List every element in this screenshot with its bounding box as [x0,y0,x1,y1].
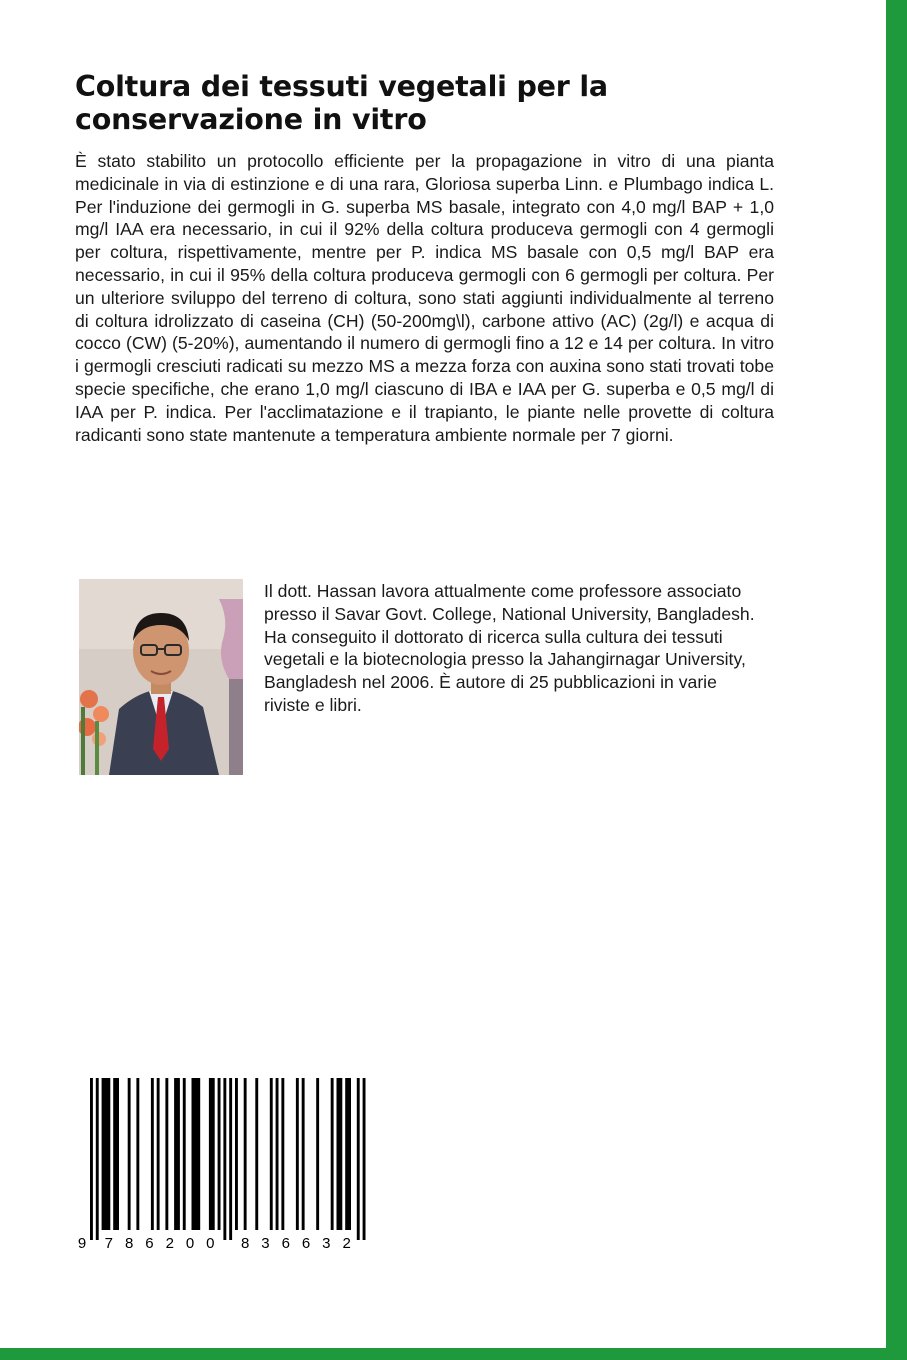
author-photo [79,579,243,775]
isbn-barcode [78,1078,378,1258]
barcode-digit: 8 [124,1235,134,1252]
barcode-bar [363,1078,366,1240]
green-bottom-border [0,1348,907,1360]
barcode-digit: 2 [342,1235,351,1252]
barcode-bar [151,1078,154,1230]
barcode-bar [102,1078,111,1230]
book-abstract: È stato stabilito un protocollo efficiente per la propagazione in vitro di una pianta medicinale in via di estinzione e di una rara, Gloriosa superba Linn. e Plumbago indica L. Per l'induzione dei germogli in G. superba MS basale, integrato con 4,0 mg/l BAP + 1,0 mg/l IAA era necessario, in cui il 92% della coltura produceva germogli con 4 germogli per coltura, rispettivamente, mentre per P. indica MS basale con 0,5 mg/l BAP era necessario, in cui il 95% della coltura produceva germogli con 6 germogli per coltura. Per un ulteriore sviluppo del terreno di coltura, sono stati aggiunti individualmente al terreno di coltura idrolizzato di caseina (CH) (50-200mg\l), carbone attivo (AC) (2g/l) e acqua di cocco (CW) (5-20%), aumentando il numero di germogli fino a 12 e 14 per coltura. In vitro i germogli cresciuti radicati su mezzo MS a mezza forza con auxina sono stati trovati tobe specie specifiche, che erano 1,0 mg/l ciascuno di IBA e IAA per G. superba e 0,5 mg/l di IAA per P. indica. Per l'acclimatazione e il trapianto, le piante nelle provette di coltura radicanti sono state mantenute a temperatura ambiente normale per 7 giorni. [75,151,774,445]
barcode-bar [255,1078,258,1230]
barcode-bar [357,1078,360,1240]
barcode-bar [270,1078,273,1230]
barcode-bar [235,1078,238,1230]
barcode-bar [281,1078,284,1230]
barcode-bar [229,1078,232,1240]
green-side-border [886,0,907,1360]
barcode-bar [244,1078,247,1230]
barcode-bar [276,1078,279,1230]
barcode-digit: 2 [165,1235,174,1252]
barcode-bar [302,1078,305,1230]
barcode-bars [90,1078,366,1240]
barcode-bar [174,1078,180,1230]
barcode-digit: 0 [206,1235,215,1252]
barcode-bar [223,1078,226,1240]
barcode-bar [90,1078,93,1240]
barcode-bar [128,1078,131,1230]
barcode-digit: 3 [322,1235,331,1252]
barcode-digit: 8 [240,1235,250,1252]
barcode-bar [165,1078,168,1230]
barcode-digit: 3 [261,1235,270,1252]
barcode-bar [209,1078,215,1230]
author-bio: Il dott. Hassan lavora attualmente come professore associato presso il Savar Govt. College, National University, Bangladesh. Ha conseguito il dottorato di ricerca sulla cultura dei tessuti vegetali e la biotecnologia presso la Jahangirnagar University, Bangladesh nel 2006. È autore di 25 pubblicazioni in varie riviste e libri. [264,581,755,715]
barcode-bar [192,1078,201,1230]
barcode-bar [331,1078,334,1230]
barcode-bar [183,1078,186,1230]
barcode-bar [96,1078,99,1240]
barcode-bar [218,1078,221,1230]
barcode-digit: 9 [78,1235,87,1252]
barcode-bar [345,1078,351,1230]
barcode-bar [136,1078,139,1230]
barcode-bar [113,1078,119,1230]
barcode-digit: 7 [104,1235,114,1252]
barcode-digits [78,1235,351,1252]
barcode-digit: 0 [185,1235,195,1252]
barcode-bar [337,1078,343,1230]
barcode-digit: 6 [145,1235,154,1252]
barcode-bar [157,1078,160,1230]
barcode-bar [296,1078,299,1230]
barcode-bar [316,1078,319,1230]
book-title: Coltura dei tessuti vegetali per la conservazione in vitro [75,70,608,136]
barcode-digit: 6 [281,1235,290,1252]
barcode-digit: 6 [301,1235,311,1252]
